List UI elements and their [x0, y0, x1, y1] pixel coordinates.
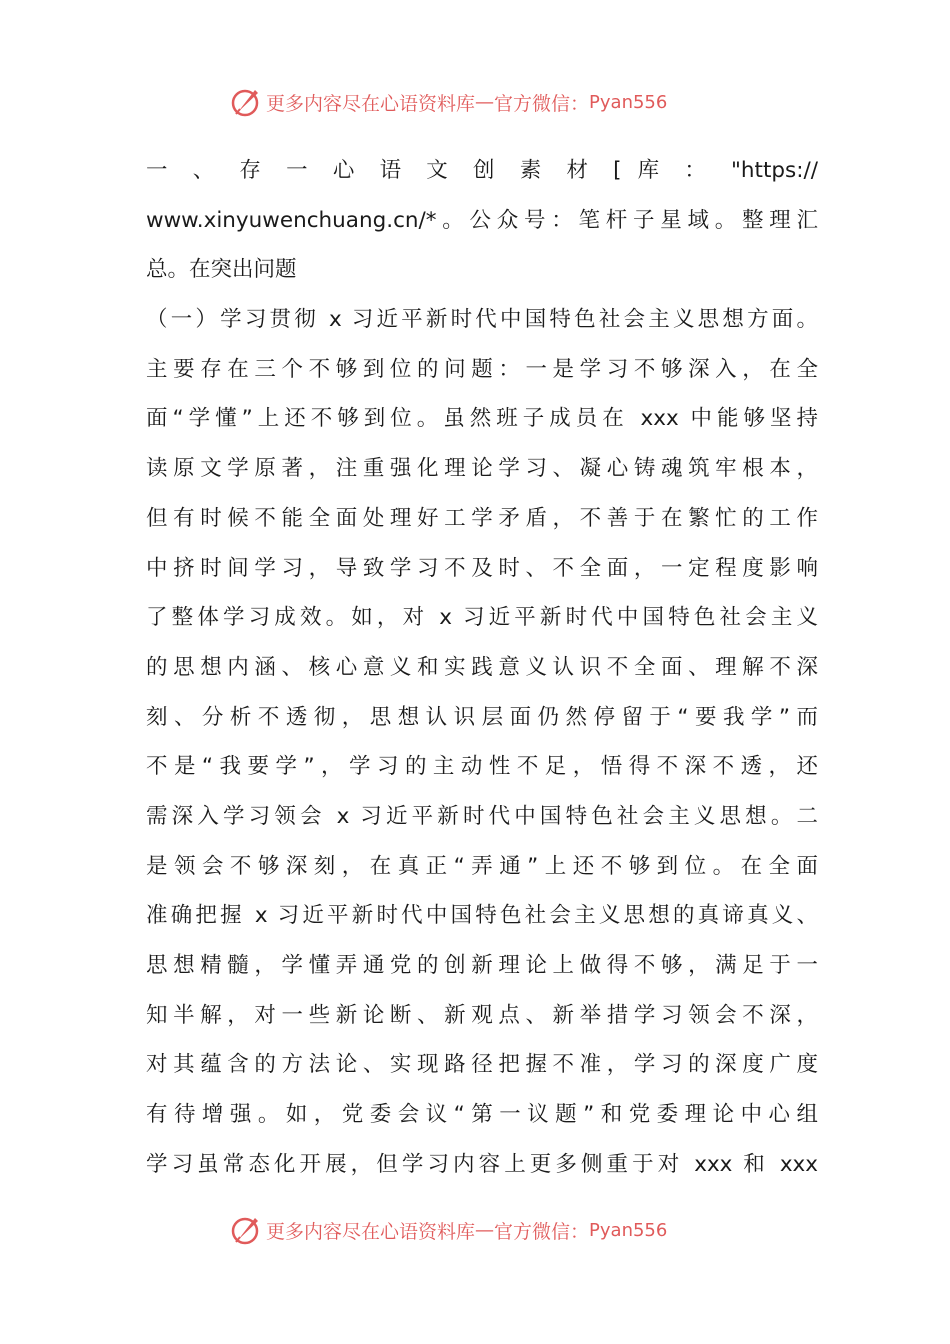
- text-line: 不是“我要学”，学习的主动性不足，悟得不深不透，还: [146, 754, 818, 780]
- watermark-wechat-id: Pyan556: [589, 91, 668, 113]
- text-line: （一）学习贯彻 x 习近平新时代中国特色社会主义思想方面。: [146, 307, 818, 333]
- watermark-banner-top: [228, 82, 667, 122]
- text-line: 需深入学习领会 x 习近平新时代中国特色社会主义思想。二: [146, 803, 818, 829]
- watermark-slogan: 更多内容尽在心语资料库: [266, 92, 476, 115]
- watermark-slogan: 更多内容尽在心语资料库: [266, 1220, 476, 1243]
- watermark-official-label: 官方微信：: [494, 92, 590, 115]
- watermark-wechat-id: Pyan556: [589, 1219, 668, 1241]
- text-line: 是领会不够深刻，在真正“弄通”上还不够到位。在全面: [146, 853, 818, 879]
- text-line: 一 、 存 一 心 语 文 创 素 材 [ 库 ： "https://: [146, 158, 818, 183]
- text-line: 但有时候不能全面处理好工学矛盾，不善于在繁忙的工作: [146, 505, 818, 531]
- text-line: 学习虽常态化开展，但学习内容上更多侧重于对 xxx 和 xxx: [146, 1151, 818, 1177]
- text-line: 有待增强。如，党委会议“第一议题”和党委理论中心组: [146, 1102, 818, 1128]
- watermark-dash: —: [475, 1219, 495, 1241]
- text-line: 的思想内涵、核心意义和实践意义认识不全面、理解不深: [146, 654, 818, 680]
- text-line: 思想精髓，学懂弄通党的创新理论上做得不够，满足于一: [146, 953, 818, 978]
- watermark-official-label: 官方微信：: [494, 1220, 590, 1243]
- text-line: 准确把握 x 习近平新时代中国特色社会主义思想的真谛真义、: [146, 903, 818, 929]
- watermark-dash: —: [475, 91, 495, 113]
- quill-logo-icon: [228, 1212, 264, 1248]
- watermark-banner-bottom: [228, 1210, 667, 1250]
- text-line: www.xinyuwenchuang.cn/*。公众号：笔杆子星域。整理汇: [146, 207, 818, 233]
- text-line: 刻、分析不透彻，思想认识层面仍然停留于“要我学”而: [146, 704, 818, 730]
- text-line: 中挤时间学习，导致学习不及时、不全面，一定程度影响: [146, 555, 818, 581]
- text-line: 了整体学习成效。如，对 x 习近平新时代中国特色社会主义: [146, 605, 818, 631]
- text-line: 主要存在三个不够到位的问题：一是学习不够深入，在全: [146, 356, 818, 382]
- text-line: 对其蕴含的方法论、实现路径把握不准，学习的深度广度: [146, 1052, 818, 1078]
- text-line: 知半解，对一些新论断、新观点、新举措学习领会不深，: [146, 1002, 818, 1028]
- text-line: 读原文学原著，注重强化理论学习、凝心铸魂筑牢根本，: [146, 456, 818, 482]
- document-body: [146, 146, 818, 1189]
- text-line: 面“学懂”上还不够到位。虽然班子成员在 xxx 中能够坚持: [146, 406, 818, 432]
- quill-logo-icon: [228, 84, 264, 120]
- text-line: 总。在突出问题: [146, 257, 297, 283]
